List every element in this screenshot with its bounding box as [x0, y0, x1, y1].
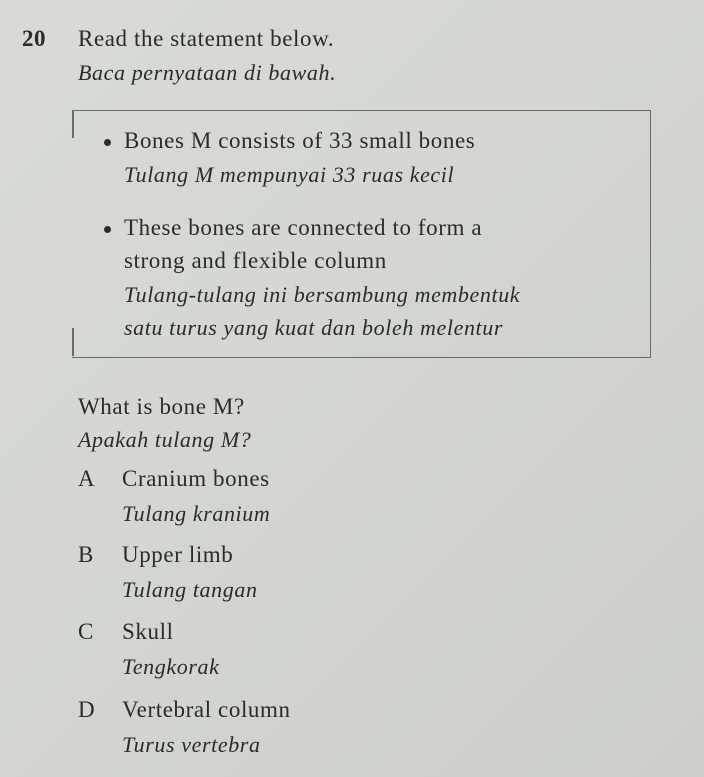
option-a-letter: A — [78, 466, 96, 491]
statement-2-malay-line-1: Tulang-tulang ini bersambung membentuk — [124, 282, 521, 307]
statement-box-corner-top — [72, 110, 74, 138]
option-b-letter: B — [78, 542, 94, 567]
option-a-english: Cranium bones — [122, 466, 270, 491]
question-number: 20 — [22, 26, 46, 51]
statement-box-corner-bottom — [72, 328, 74, 356]
prompt-english: What is bone M? — [78, 394, 245, 419]
statement-1-malay: Tulang M mempunyai 33 ruas kecil — [124, 162, 455, 187]
statement-2-english-line-2: strong and flexible column — [124, 248, 387, 273]
option-b-malay: Tulang tangan — [122, 577, 258, 602]
bullet-2 — [104, 226, 111, 233]
statement-2-english-line-1: These bones are connected to form a — [124, 215, 483, 240]
option-d-english: Vertebral column — [122, 697, 291, 722]
bullet-1 — [104, 139, 111, 146]
option-d-malay: Turus vertebra — [122, 732, 261, 757]
option-b-english: Upper limb — [122, 542, 234, 567]
prompt-malay: Apakah tulang M? — [78, 427, 252, 452]
option-d-letter: D — [78, 697, 96, 722]
instruction-english: Read the statement below. — [78, 26, 335, 51]
statement-2-malay-line-2: satu turus yang kuat dan boleh melentur — [124, 315, 504, 340]
option-c-letter: C — [78, 619, 94, 644]
option-c-english: Skull — [122, 619, 174, 644]
option-a-malay: Tulang kranium — [122, 501, 271, 526]
instruction-malay: Baca pernyataan di bawah. — [78, 60, 337, 85]
statement-1-english: Bones M consists of 33 small bones — [124, 128, 476, 153]
option-c-malay: Tengkorak — [122, 654, 220, 679]
